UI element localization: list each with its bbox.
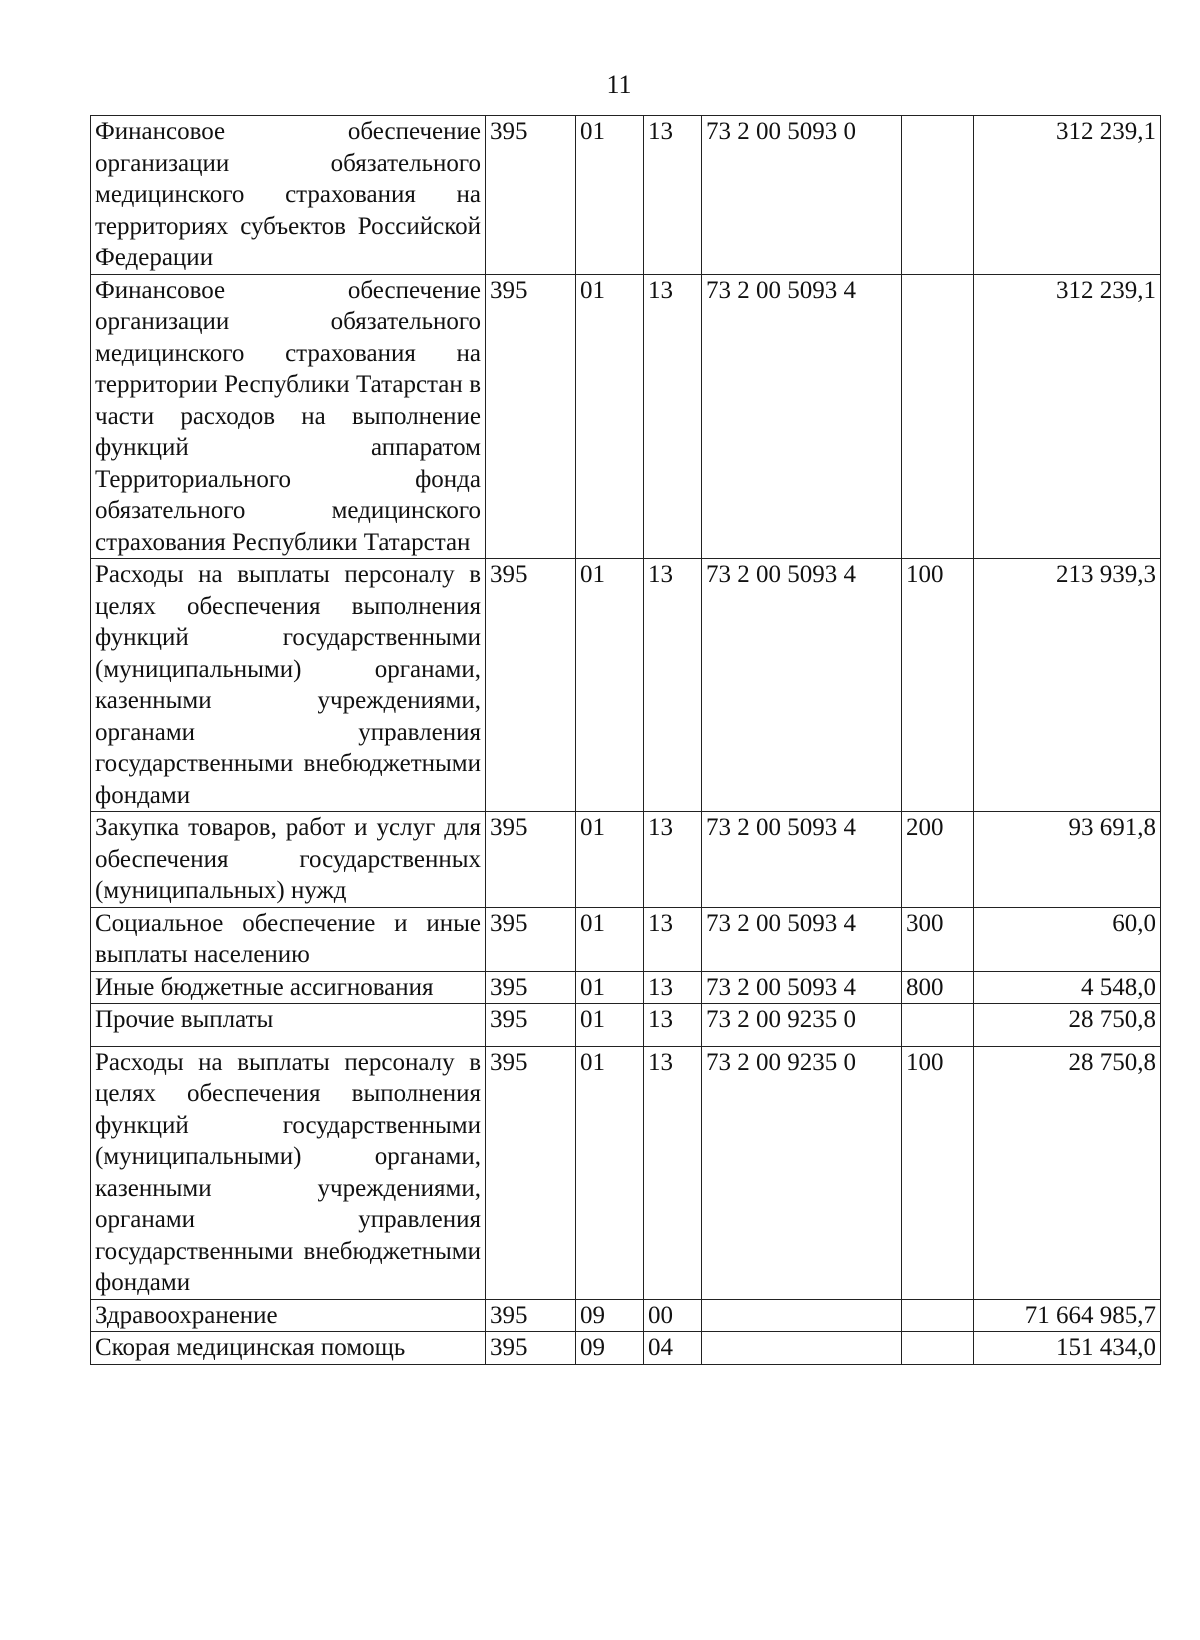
row-sum: 28 750,8 xyxy=(974,1004,1161,1047)
row-vr: 800 xyxy=(902,971,974,1004)
row-razdel: 01 xyxy=(576,559,644,812)
table-row xyxy=(91,812,1161,908)
row-sum: 60,0 xyxy=(974,907,1161,971)
row-razdel: 01 xyxy=(576,274,644,559)
row-podrazdel: 04 xyxy=(644,1332,702,1365)
table-row xyxy=(91,1299,1161,1332)
row-sum: 213 939,3 xyxy=(974,559,1161,812)
table-row xyxy=(91,907,1161,971)
row-vr xyxy=(902,1332,974,1365)
row-sum: 151 434,0 xyxy=(974,1332,1161,1365)
row-vr: 100 xyxy=(902,559,974,812)
row-vedomstvo: 395 xyxy=(486,971,576,1004)
row-vedomstvo: 395 xyxy=(486,907,576,971)
row-vr: 200 xyxy=(902,812,974,908)
table-body xyxy=(91,116,1161,1365)
row-csr: 73 2 00 5093 4 xyxy=(702,559,902,812)
row-razdel: 01 xyxy=(576,1046,644,1299)
row-csr: 73 2 00 9235 0 xyxy=(702,1004,902,1047)
row-name: Прочие выплаты xyxy=(91,1004,486,1047)
row-razdel: 09 xyxy=(576,1332,644,1365)
row-csr: 73 2 00 5093 0 xyxy=(702,116,902,275)
row-name: Скорая медицинская помощь xyxy=(91,1332,486,1365)
row-podrazdel: 13 xyxy=(644,1004,702,1047)
table-row xyxy=(91,1046,1161,1299)
row-razdel: 01 xyxy=(576,116,644,275)
row-razdel: 01 xyxy=(576,907,644,971)
row-name: Финансовое обеспечение организации обязательного медицинского страхования на территориях субъектов Российской Федерации xyxy=(91,116,486,275)
row-podrazdel: 13 xyxy=(644,274,702,559)
row-podrazdel: 13 xyxy=(644,971,702,1004)
row-csr: 73 2 00 9235 0 xyxy=(702,1046,902,1299)
row-csr: 73 2 00 5093 4 xyxy=(702,971,902,1004)
table-row xyxy=(91,1332,1161,1365)
row-sum: 93 691,8 xyxy=(974,812,1161,908)
row-sum: 28 750,8 xyxy=(974,1046,1161,1299)
row-csr: 73 2 00 5093 4 xyxy=(702,274,902,559)
row-podrazdel: 00 xyxy=(644,1299,702,1332)
table-row xyxy=(91,559,1161,812)
row-podrazdel: 13 xyxy=(644,559,702,812)
row-name: Расходы на выплаты персоналу в целях обеспечения выполнения функций государственными (муниципальными) органами, казенными учреждениями, органами управления государственными внебюджетными фондами xyxy=(91,559,486,812)
row-vedomstvo: 395 xyxy=(486,116,576,275)
row-vr: 100 xyxy=(902,1046,974,1299)
row-podrazdel: 13 xyxy=(644,907,702,971)
table-row xyxy=(91,274,1161,559)
page-number: 11 xyxy=(606,70,632,99)
row-csr: 73 2 00 5093 4 xyxy=(702,812,902,908)
row-razdel: 09 xyxy=(576,1299,644,1332)
row-sum: 4 548,0 xyxy=(974,971,1161,1004)
row-name: Финансовое обеспечение организации обязательного медицинского страхования на территории Республики Татарстан в части расходов на выполнение функций аппаратом Территориального фонда обязательного медицинского страхования Республики Татарстан xyxy=(91,274,486,559)
table-row xyxy=(91,971,1161,1004)
row-vr: 300 xyxy=(902,907,974,971)
row-sum: 71 664 985,7 xyxy=(974,1299,1161,1332)
row-sum: 312 239,1 xyxy=(974,116,1161,275)
row-vedomstvo: 395 xyxy=(486,1004,576,1047)
row-csr xyxy=(702,1299,902,1332)
row-vedomstvo: 395 xyxy=(486,1299,576,1332)
row-name: Расходы на выплаты персоналу в целях обеспечения выполнения функций государственными (муниципальными) органами, казенными учреждениями, органами управления государственными внебюджетными фондами xyxy=(91,1046,486,1299)
row-vr xyxy=(902,116,974,275)
table-row xyxy=(91,116,1161,275)
row-csr xyxy=(702,1332,902,1365)
row-vr xyxy=(902,274,974,559)
row-vedomstvo: 395 xyxy=(486,1046,576,1299)
row-vr xyxy=(902,1299,974,1332)
row-razdel: 01 xyxy=(576,812,644,908)
table-row xyxy=(91,1004,1161,1047)
row-podrazdel: 13 xyxy=(644,812,702,908)
row-sum: 312 239,1 xyxy=(974,274,1161,559)
row-vedomstvo: 395 xyxy=(486,1332,576,1365)
row-vedomstvo: 395 xyxy=(486,274,576,559)
row-razdel: 01 xyxy=(576,1004,644,1047)
row-name: Иные бюджетные ассигнования xyxy=(91,971,486,1004)
row-csr: 73 2 00 5093 4 xyxy=(702,907,902,971)
row-name: Социальное обеспечение и иные выплаты населению xyxy=(91,907,486,971)
row-vedomstvo: 395 xyxy=(486,812,576,908)
row-podrazdel: 13 xyxy=(644,116,702,275)
row-podrazdel: 13 xyxy=(644,1046,702,1299)
budget-table xyxy=(90,115,1161,1365)
row-razdel: 01 xyxy=(576,971,644,1004)
row-name: Закупка товаров, работ и услуг для обеспечения государственных (муниципальных) нужд xyxy=(91,812,486,908)
row-vedomstvo: 395 xyxy=(486,559,576,812)
row-name: Здравоохранение xyxy=(91,1299,486,1332)
row-vr xyxy=(902,1004,974,1047)
